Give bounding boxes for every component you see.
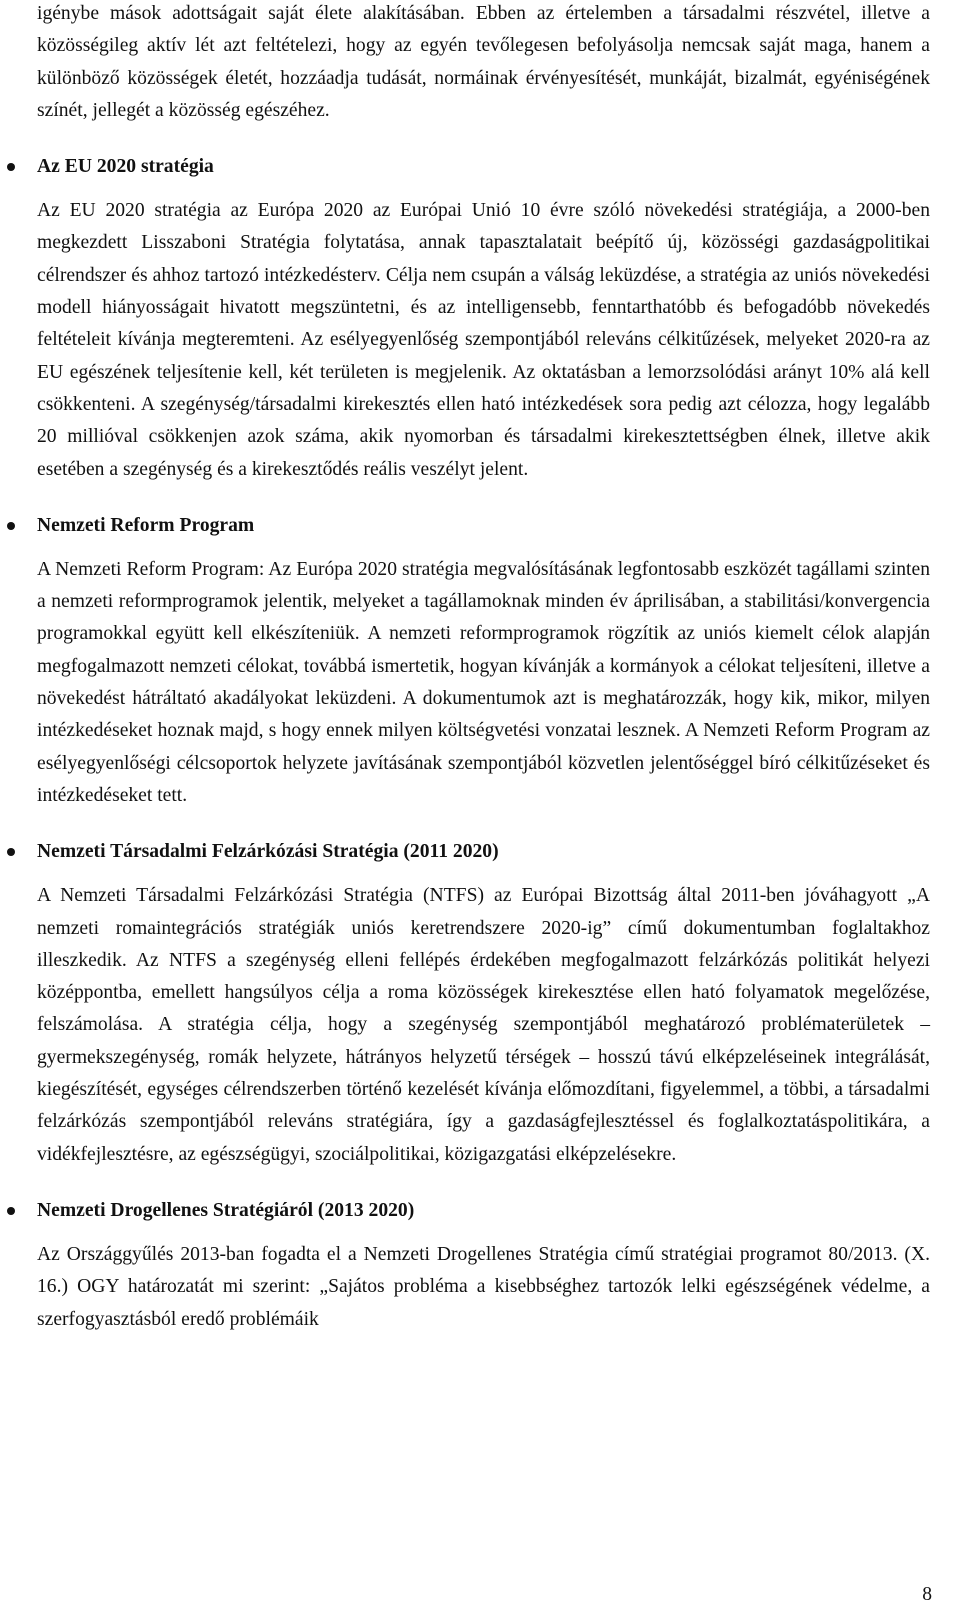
section-body: A Nemzeti Reform Program: Az Európa 2020 stratégia megvalósításának legfontosabb eszközét tagállami szinten a nemzeti reformprogramok jelentik, melyeket a tagállamoknak minden év áprilisában, a stabilitási/konvergencia programokkal együtt kell elkészíteniük. A nemzeti reformprogramok rögzítik az uniós kiemelt célok alapján megfogalmazott nemzeti célokat, továbbá ismertetik, hogyan kívánják a kormányok a célokat teljesíteni, illetve a növekedést hátráltató akadályokat leküzdeni. A dokumentumok azt is meghatározzák, hogy kik, mikor, milyen intézkedéseket hoznak majd, s hogy ennek milyen költségvetési vonzatai lesznek. A Nemzeti Reform Program az esélyegyenlőségi célcsoportok helyzete javításának szempontjából közvetlen jelentőséggel bíró célkitűzéseket és intézkedéseket tett. xyxy=(37,558,930,806)
section-heading-row xyxy=(37,1195,930,1227)
section-drogellenes-strategia xyxy=(37,1195,930,1336)
section-eu-2020 xyxy=(37,151,930,486)
section-heading: Nemzeti Drogellenes Stratégiáról (2013 2020) xyxy=(37,1199,415,1221)
section-ntfs xyxy=(37,836,930,1171)
section-heading: Az EU 2020 stratégia xyxy=(37,156,214,178)
bullet-icon xyxy=(7,848,15,856)
section-heading: Nemzeti Társadalmi Felzárkózási Stratégia (2011 2020) xyxy=(37,841,499,863)
section-heading: Nemzeti Reform Program xyxy=(37,514,255,536)
page-number: 8 xyxy=(922,1584,932,1605)
bullet-icon xyxy=(7,522,15,530)
section-body: A Nemzeti Társadalmi Felzárkózási Stratégia (NTFS) az Európai Bizottság által 2011-ben jóváhagyott „A nemzeti romaintegrációs stratégiák uniós keretrendszere 2020-ig” című dokumentumban foglaltakhoz illeszkedik. Az NTFS a szegénység elleni fellépés érdekében megfogalmazott felzárkózás politikát helyezi középpontba, emellett hangsúlyos célja a roma közösségek kirekesztése ellen ható folyamatok megelőzése, felszámolása. A stratégia célja, hogy a szegénység szempontjából meghatározó problématerületek – gyermekszegénység, romák helyzete, hátrányos helyzetű térségek – hosszú távú elképzeléseinek integrálását, kiegészítését, egységes célrendszerben történő kezelését kívánja előmozdítani, figyelemmel, a többi, a társadalmi felzárkózás szempontjából releváns stratégiára, így a gazdaságfejlesztéssel és foglalkoztatáspolitikára, a vidékfejlesztésre, az egészségügyi, szociálpolitikai, közigazgatási elképzelésekre. xyxy=(37,885,930,1165)
section-heading-row xyxy=(37,836,930,868)
intro-paragraph: igénybe mások adottságait saját élete alakításában. Ebben az értelemben a társadalmi részvétel, illetve a közösségileg aktív lét azt feltételezi, hogy az egyén tevőlegesen befolyásolja nemcsak saját maga, hanem a különböző közösségek életét, hozzáadja tudását, normáinak érvényesítését, munkáját, bizalmát, egyéniségének színét, jellegét a közösség egészéhez. xyxy=(37,3,930,121)
section-nemzeti-reform-program xyxy=(37,510,930,812)
section-body: Az EU 2020 stratégia az Európa 2020 az Európai Unió 10 évre szóló növekedési stratégiája, a 2000-ben megkezdett Lisszaboni Stratégia folytatása, annak tapasztalatait beépítő új, közösségi gazdaságpolitikai célrendszer és ahhoz tartozó intézkedésterv. Célja nem csupán a válság leküzdése, a stratégia az uniós növekedési modell hiányosságait hivatott megszüntetni, és az intelligensebb, fenntarthatóbb és befogadóbb növekedés feltételeit kívánja megteremteni. Az esélyegyenlőség szempontjából releváns célkitűzések, melyeket 2020-ra az EU egészének teljesítenie kell, két területen is megjelenik. Az oktatásban a lemorzsolódási arányt 10% alá kell csökkenteni. A szegénység/társadalmi kirekesztés ellen ható intézkedések sora pedig azt célozza, hogy legalább 20 millióval csökkenjen azok száma, akik nyomorban és társadalmi kirekesztettségben élnek, illetve akik esetében a szegénység és a kirekesztődés reális veszélyt jelent. xyxy=(37,200,930,480)
section-heading-row xyxy=(37,151,930,183)
document-page xyxy=(37,0,930,1336)
bullet-icon xyxy=(7,163,15,171)
bullet-icon xyxy=(7,1207,15,1215)
section-heading-row xyxy=(37,510,930,542)
section-body: Az Országgyűlés 2013-ban fogadta el a Nemzeti Drogellenes Stratégia című stratégiai programot 80/2013. (X. 16.) OGY határozatát mi szerint: „Sajátos probléma a kisebbséghez tartozók lelki egészségének védelme, a szerfogyasztásból eredő problémáik xyxy=(37,1243,930,1330)
